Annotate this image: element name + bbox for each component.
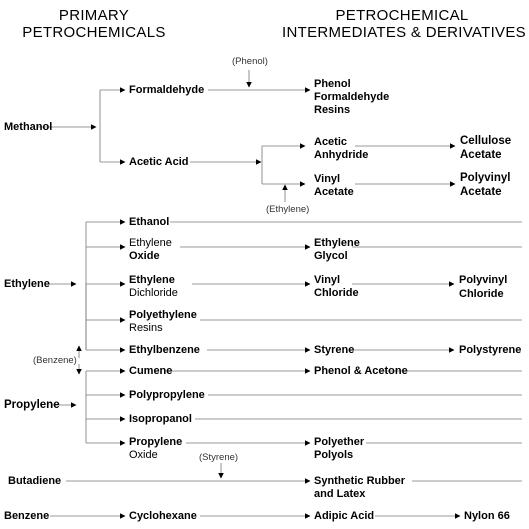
intermediate-polyethylene-line1: Polyethylene — [129, 309, 197, 321]
feedstock-ethylene: Ethylene — [4, 278, 50, 290]
product-cellulose-acetate-line2: Acetate — [460, 149, 502, 161]
intermediate-formaldehyde: Formaldehyde — [129, 84, 205, 96]
derivative-adipic-acid: Adipic Acid — [314, 510, 375, 522]
intermediate-isopropanol: Isopropanol — [129, 413, 192, 425]
intermediate-cyclohexane: Cyclohexane — [129, 510, 197, 522]
derivative-ethylene-glycol-line2: Glycol — [314, 250, 348, 262]
intermediate-ethylene-oxide-line1: Ethylene — [129, 237, 172, 249]
derivative-acetic-anhydride-line1: Acetic — [314, 136, 348, 148]
feedstock-butadiene: Butadiene — [8, 475, 62, 487]
derivative-synthetic-rubber-line1: Synthetic Rubber — [314, 475, 406, 487]
intermediate-ethanol: Ethanol — [129, 216, 170, 228]
product-pvc-line1: Polyvinyl — [459, 274, 508, 286]
derivative-synthetic-rubber-line2: and Latex — [314, 488, 366, 500]
derivative-pf-resins-line2: Formaldehyde — [314, 91, 390, 103]
product-pvc-line2: Chloride — [459, 288, 504, 300]
product-polyvinyl-acetate-line2: Acetate — [460, 186, 502, 198]
derivative-styrene: Styrene — [314, 344, 355, 356]
intermediate-ethylene-oxide-line2: Oxide — [129, 250, 160, 262]
derivative-ethylene-glycol-line1: Ethylene — [314, 237, 360, 249]
feedstock-propylene: Propylene — [4, 399, 60, 411]
intermediate-propylene-oxide-line2: Oxide — [129, 449, 158, 461]
input-ethylene: (Ethylene) — [266, 204, 310, 215]
header-primary-line2: PETROCHEMICALS — [22, 24, 166, 41]
input-phenol: (Phenol) — [232, 56, 268, 67]
intermediate-polyethylene-line2: Resins — [129, 322, 163, 334]
intermediate-ethylbenzene: Ethylbenzene — [129, 344, 200, 356]
product-polyvinyl-acetate-line1: Polyvinyl — [460, 172, 511, 184]
product-polystyrene: Polystyrene — [459, 344, 522, 356]
feedstock-benzene: Benzene — [4, 510, 50, 522]
intermediate-cumene: Cumene — [129, 365, 173, 377]
derivative-vinyl-acetate-line1: Vinyl — [314, 173, 341, 185]
input-styrene: (Styrene) — [199, 452, 239, 463]
derivative-vinyl-chloride-line2: Chloride — [314, 287, 359, 299]
product-nylon-66: Nylon 66 — [464, 510, 510, 522]
header-intermediates-line2: INTERMEDIATES & DERIVATIVES — [282, 24, 526, 41]
feedstock-methanol: Methanol — [4, 121, 53, 133]
derivative-acetic-anhydride-line2: Anhydride — [314, 149, 369, 161]
derivative-pf-resins-line1: Phenol — [314, 78, 351, 90]
derivative-phenol-acetone: Phenol & Acetone — [314, 365, 408, 377]
header-intermediates-line1: PETROCHEMICAL — [335, 7, 469, 24]
derivative-polyether-polyols-line2: Polyols — [314, 449, 354, 461]
derivative-pf-resins-line3: Resins — [314, 104, 351, 116]
intermediate-ethylene-dichloride-line1: Ethylene — [129, 274, 175, 286]
derivative-polyether-polyols-line1: Polyether — [314, 436, 365, 448]
header-primary-line1: PRIMARY — [58, 7, 130, 24]
intermediate-polypropylene: Polypropylene — [129, 389, 205, 401]
intermediate-propylene-oxide-line1: Propylene — [129, 436, 183, 448]
intermediate-acetic-acid: Acetic Acid — [129, 156, 189, 168]
derivative-vinyl-acetate-line2: Acetate — [314, 186, 354, 198]
derivative-vinyl-chloride-line1: Vinyl — [314, 274, 341, 286]
input-benzene: (Benzene) — [33, 355, 77, 366]
product-cellulose-acetate-line1: Cellulose — [460, 135, 512, 147]
intermediate-ethylene-dichloride-line2: Dichloride — [129, 287, 178, 299]
